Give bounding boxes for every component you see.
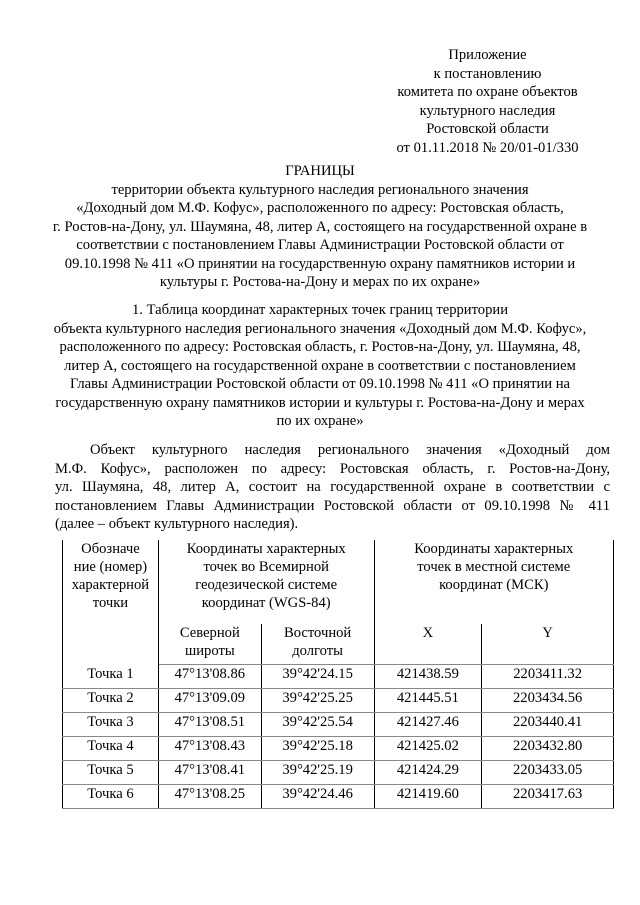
- paragraph-line: постановлением Главы Администрации Ростовской области от 09.10.1998 № 411: [55, 497, 610, 514]
- cell-point: Точка 4: [63, 737, 159, 761]
- title-line: соответствии с постановлением Главы Администрации Ростовской области от: [76, 237, 564, 253]
- cell-y: 2203433.05: [482, 761, 614, 785]
- cell-point: Точка 5: [63, 761, 159, 785]
- cell-point: Точка 2: [63, 689, 159, 713]
- section-line: Главы Администрации Ростовской области от 09.10.1998 № 411 «О принятии на: [69, 376, 571, 392]
- appendix-line: Приложение: [448, 47, 527, 63]
- section-line: объекта культурного наследия регионального значения «Доходный дом М.Ф. Кофус»,: [53, 320, 587, 337]
- cell-latitude: 47°13'09.09: [158, 689, 261, 713]
- section-line: 1. Таблица координат характерных точек границ территории: [131, 302, 509, 318]
- subheader-north: Северной широты: [158, 624, 261, 665]
- appendix-note: [360, 46, 615, 157]
- appendix-line: комитета по охране объектов: [397, 84, 578, 100]
- cell-point: Точка 6: [63, 785, 159, 809]
- cell-longitude: 39°42'25.19: [261, 761, 374, 785]
- cell-x: 421419.60: [374, 785, 482, 809]
- section-line: расположенного по адресу: Ростовская область, г. Ростов-на-Дону, ул. Шаумяна, 48,: [59, 339, 581, 355]
- table-row: [63, 737, 614, 761]
- cell-x: 421425.02: [374, 737, 482, 761]
- title-heading: ГРАНИЦЫ: [285, 163, 355, 179]
- section-line: литер А, состоящего на государственной охране в соответствии с постановлением: [64, 357, 576, 374]
- cell-x: 421445.51: [374, 689, 482, 713]
- title-line: территории объекта культурного наследия регионального значения: [111, 181, 529, 198]
- title-line: «Доходный дом М.Ф. Кофус», расположенного по адресу: Ростовская область,: [76, 200, 564, 216]
- header-point: Обозначе ние (номер) характерной точки: [63, 540, 159, 665]
- subheader-y: Y: [482, 624, 614, 665]
- appendix-line: Ростовской области: [426, 121, 549, 137]
- cell-x: 421424.29: [374, 761, 482, 785]
- table-row: [63, 785, 614, 809]
- section-line: государственную охрану памятников истории и культуры г. Ростова-на-Дону и мерах: [55, 394, 585, 411]
- appendix-line: от 01.11.2018 № 20/01-01/330: [396, 139, 579, 156]
- title-line: 09.10.1998 № 411 «О принятии на государственную охрану памятников истории и: [64, 255, 576, 272]
- paragraph-line: (далее – объект культурного наследия).: [55, 516, 299, 532]
- cell-latitude: 47°13'08.43: [158, 737, 261, 761]
- appendix-line: к постановлению: [433, 65, 542, 82]
- cell-point: Точка 3: [63, 713, 159, 737]
- cell-longitude: 39°42'25.54: [261, 713, 374, 737]
- cell-y: 2203411.32: [482, 665, 614, 689]
- header-wgs84: Координаты характерных точек во Всемирной геодезической системе координат (WGS-84): [158, 540, 374, 624]
- cell-x: 421438.59: [374, 665, 482, 689]
- document-title: [40, 162, 600, 292]
- subheader-east: Восточной долготы: [261, 624, 374, 665]
- table-row: [63, 761, 614, 785]
- paragraph-line: Объект культурного наследия регионального значения «Доходный дом: [90, 442, 610, 458]
- cell-longitude: 39°42'24.15: [261, 665, 374, 689]
- cell-latitude: 47°13'08.86: [158, 665, 261, 689]
- cell-latitude: 47°13'08.41: [158, 761, 261, 785]
- section-heading: [40, 301, 600, 431]
- cell-point: Точка 1: [63, 665, 159, 689]
- cell-x: 421427.46: [374, 713, 482, 737]
- cell-latitude: 47°13'08.51: [158, 713, 261, 737]
- header-msk: Координаты характерных точек в местной системе координат (МСК): [374, 540, 613, 624]
- section-line: по их охране»: [276, 413, 364, 429]
- coordinates-table: [62, 540, 614, 809]
- table-header-row: [63, 540, 614, 624]
- cell-y: 2203434.56: [482, 689, 614, 713]
- paragraph-line: ул. Шаумяна, 48, литер А, состоит на государственной охране в соответствии с: [55, 479, 610, 495]
- subheader-x: X: [374, 624, 482, 665]
- cell-y: 2203440.41: [482, 713, 614, 737]
- cell-longitude: 39°42'25.18: [261, 737, 374, 761]
- paragraph-line: М.Ф. Кофус», расположен по адресу: Ростовская область, г. Ростов-на-Дону,: [55, 460, 610, 477]
- body-paragraph: [55, 441, 610, 534]
- table-row: [63, 713, 614, 737]
- cell-y: 2203432.80: [482, 737, 614, 761]
- title-line: культуры г. Ростова-на-Дону и мерах по их охране»: [159, 274, 481, 290]
- appendix-line: культурного наследия: [419, 102, 556, 119]
- cell-longitude: 39°42'25.25: [261, 689, 374, 713]
- cell-longitude: 39°42'24.46: [261, 785, 374, 809]
- cell-latitude: 47°13'08.25: [158, 785, 261, 809]
- table-row: [63, 689, 614, 713]
- title-line: г. Ростов-на-Дону, ул. Шаумяна, 48, литер А, состоящего на государственной охране в: [52, 218, 588, 235]
- cell-y: 2203417.63: [482, 785, 614, 809]
- table-row: [63, 665, 614, 689]
